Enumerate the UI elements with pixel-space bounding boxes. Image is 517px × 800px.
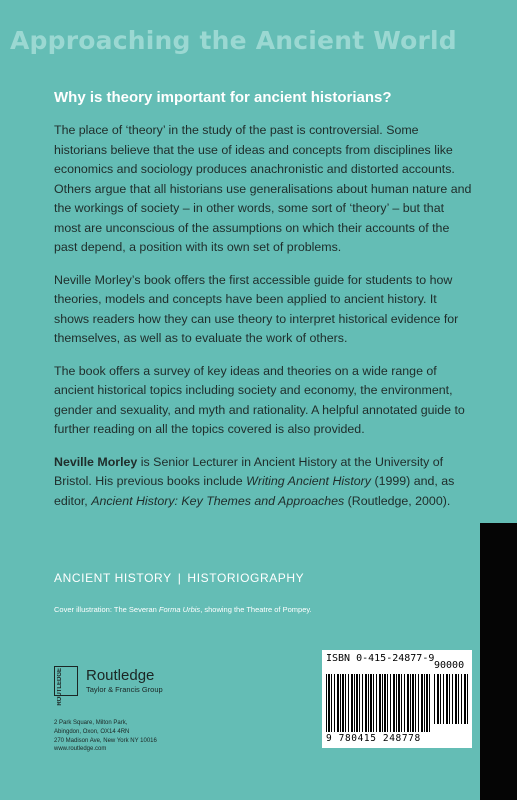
subject-left: ANCIENT HISTORY [54, 571, 172, 585]
address-line: 270 Madison Ave, New York NY 10016 [54, 737, 157, 744]
series-title: Approaching the Ancient World [10, 26, 457, 55]
headline-question: Why is theory important for ancient historians? [54, 89, 392, 106]
isbn-barcode [322, 650, 472, 748]
barcode-addon-digits: 90000 [434, 660, 465, 671]
barcode-addon-bars [434, 674, 468, 724]
author-bio-text: (1999) and, as editor, [54, 474, 455, 508]
publisher-name: Routledge [86, 667, 155, 684]
cover-illustration-credit [54, 605, 384, 614]
author-bio-text: is Senior Lecturer in Ancient History at the University of Bristol. His previous books include [54, 454, 444, 488]
logo-mark-text: ROUTLEDGE [57, 668, 63, 706]
subject-categories [54, 571, 304, 585]
credit-text: Cover illustration: The Severan [54, 605, 159, 614]
address-line: www.routledge.com [54, 746, 107, 753]
author-name: Neville Morley [54, 454, 138, 469]
barcode-bars [326, 674, 430, 732]
address-line: Abingdon, Oxon, OX14 4RN [54, 728, 130, 735]
spine-bar [480, 523, 517, 800]
credit-italic: Forma Urbis [158, 605, 201, 614]
subject-right: HISTORIOGRAPHY [187, 571, 305, 585]
credit-text: , showing the Theatre of Pompey. [200, 605, 312, 614]
isbn-label: ISBN 0-415-24877-9 [326, 653, 435, 664]
author-bio-text: (Routledge, 2000). [344, 493, 451, 508]
routledge-logo-icon [54, 666, 78, 706]
subject-separator: | [177, 571, 182, 585]
address-line: 2 Park Square, Milton Park, [54, 720, 128, 726]
ean-digits: 9 780415 248778 [326, 733, 421, 744]
book-title-2: Ancient History: Key Themes and Approaches [91, 493, 345, 508]
author-bio [54, 453, 474, 512]
book-title-1: Writing Ancient History [246, 474, 371, 488]
blurb-text [54, 121, 474, 524]
publisher-address [54, 719, 157, 754]
blurb-paragraph-2: Neville Morley’s book offers the first accessible guide for students to how theories, models and concepts have been applied to ancient history. It shows readers how they can use theory to interpret historical evidence for themselves, as well as to evaluate the work of others. [54, 272, 459, 345]
blurb-paragraph-1: The place of ‘theory’ in the study of the past is controversial. Some historians believe that the use of ideas and concepts from disciplines like economics and sociology produces anachronistic and distorted accounts. Others argue that all historians use generalisations about human nature and the workings of society – in other words, some sort of ‘theory’ – but that most are unconscious of the assumptions on which their accounts of the past depend, a position with its own set of problems. [54, 123, 472, 254]
blurb-paragraph-3: The book offers a survey of key ideas and theories on a wide range of ancient historical topics including society and economy, the environment, gender and sexuality, and myth and rationality. A helpful annotated guide to further reading on all the topics covered is also provided. [54, 363, 465, 436]
publisher-group: Taylor & Francis Group [86, 685, 163, 694]
